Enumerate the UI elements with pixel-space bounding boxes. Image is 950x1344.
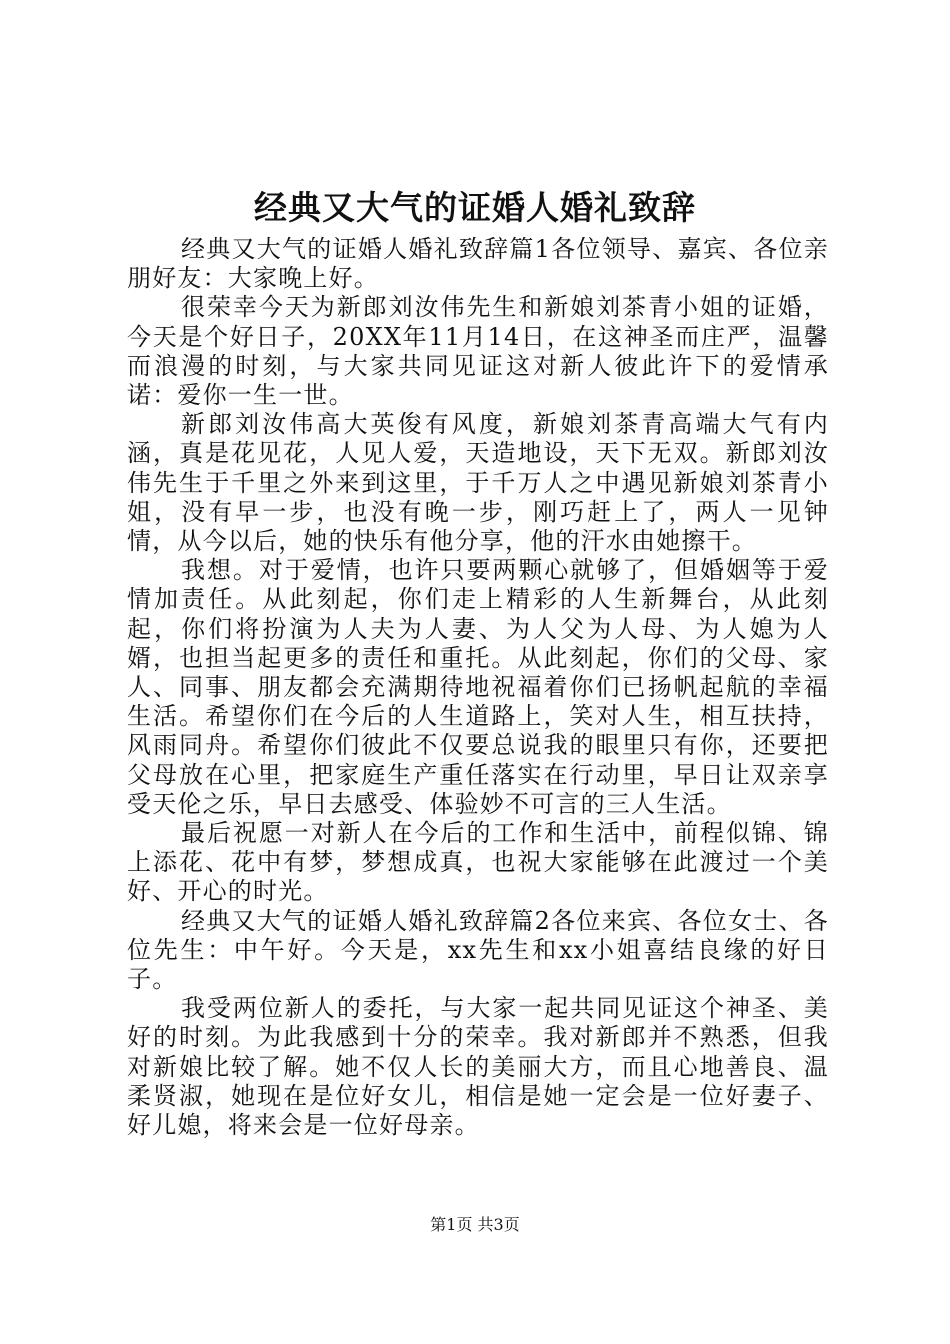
page-number-footer: 第1页 共3页 bbox=[430, 1215, 520, 1234]
paragraph: 最后祝愿一对新人在今后的工作和生活中，前程似锦、锦上添花、花中有梦，梦想成真，也祝大家能够在此渡过一个美好、开心的时光。 bbox=[127, 819, 829, 906]
paragraph: 我想。对于爱情，也许只要两颗心就够了，但婚姻等于爱情加责任。从此刻起，你们走上精彩的人生新舞台，从此刻起，你们将扮演为人夫为人妻、为人父为人母、为人媳为人婿，也担当起更多的责任和重托。从此刻起，你们的父母、家人、同事、朋友都会充满期待地祝福着你们已扬帆起航的幸福生活。希望你们在今后的人生道路上，笑对人生，相互扶持，风雨同舟。希望你们彼此不仅要总说我的眼里只有你，还要把父母放在心里，把家庭生产重任落实在行动里，早日让双亲享受天伦之乐，早日去感受、体验妙不可言的三人生活。 bbox=[127, 556, 829, 818]
document-title: 经典又大气的证婚人婚礼致辞 bbox=[254, 188, 696, 227]
paragraph: 新郎刘汝伟高大英俊有风度，新娘刘茶青高端大气有内涵，真是花见花，人见人爱，天造地设，天下无双。新郎刘汝伟先生于千里之外来到这里，于千万人之中遇见新娘刘茶青小姐，没有早一步，也没有晚一步，刚巧赶上了，两人一见钟情，从今以后，她的快乐有他分享，他的汗水由她擦干。 bbox=[127, 410, 829, 556]
paragraph: 经典又大气的证婚人婚礼致辞篇1各位领导、嘉宾、各位亲朋好友：大家晚上好。 bbox=[127, 235, 829, 293]
paragraph: 很荣幸今天为新郎刘汝伟先生和新娘刘茶青小姐的证婚，今天是个好日子，20XX年11月14日，在这神圣而庄严，温馨而浪漫的时刻，与大家共同见证这对新人彼此许下的爱情承诺：爱你一生一世。 bbox=[127, 293, 829, 410]
document-body bbox=[127, 235, 829, 1140]
paragraph: 我受两位新人的委托，与大家一起共同见证这个神圣、美好的时刻。为此我感到十分的荣幸。我对新郎并不熟悉，但我对新娘比较了解。她不仅人长的美丽大方，而且心地善良、温柔贤淑，她现在是位好女儿，相信是她一定会是一位好妻子、好儿媳，将来会是一位好母亲。 bbox=[127, 994, 829, 1140]
paragraph: 经典又大气的证婚人婚礼致辞篇2各位来宾、各位女士、各位先生：中午好。今天是，xx先生和xx小姐喜结良缘的好日子。 bbox=[127, 906, 829, 994]
